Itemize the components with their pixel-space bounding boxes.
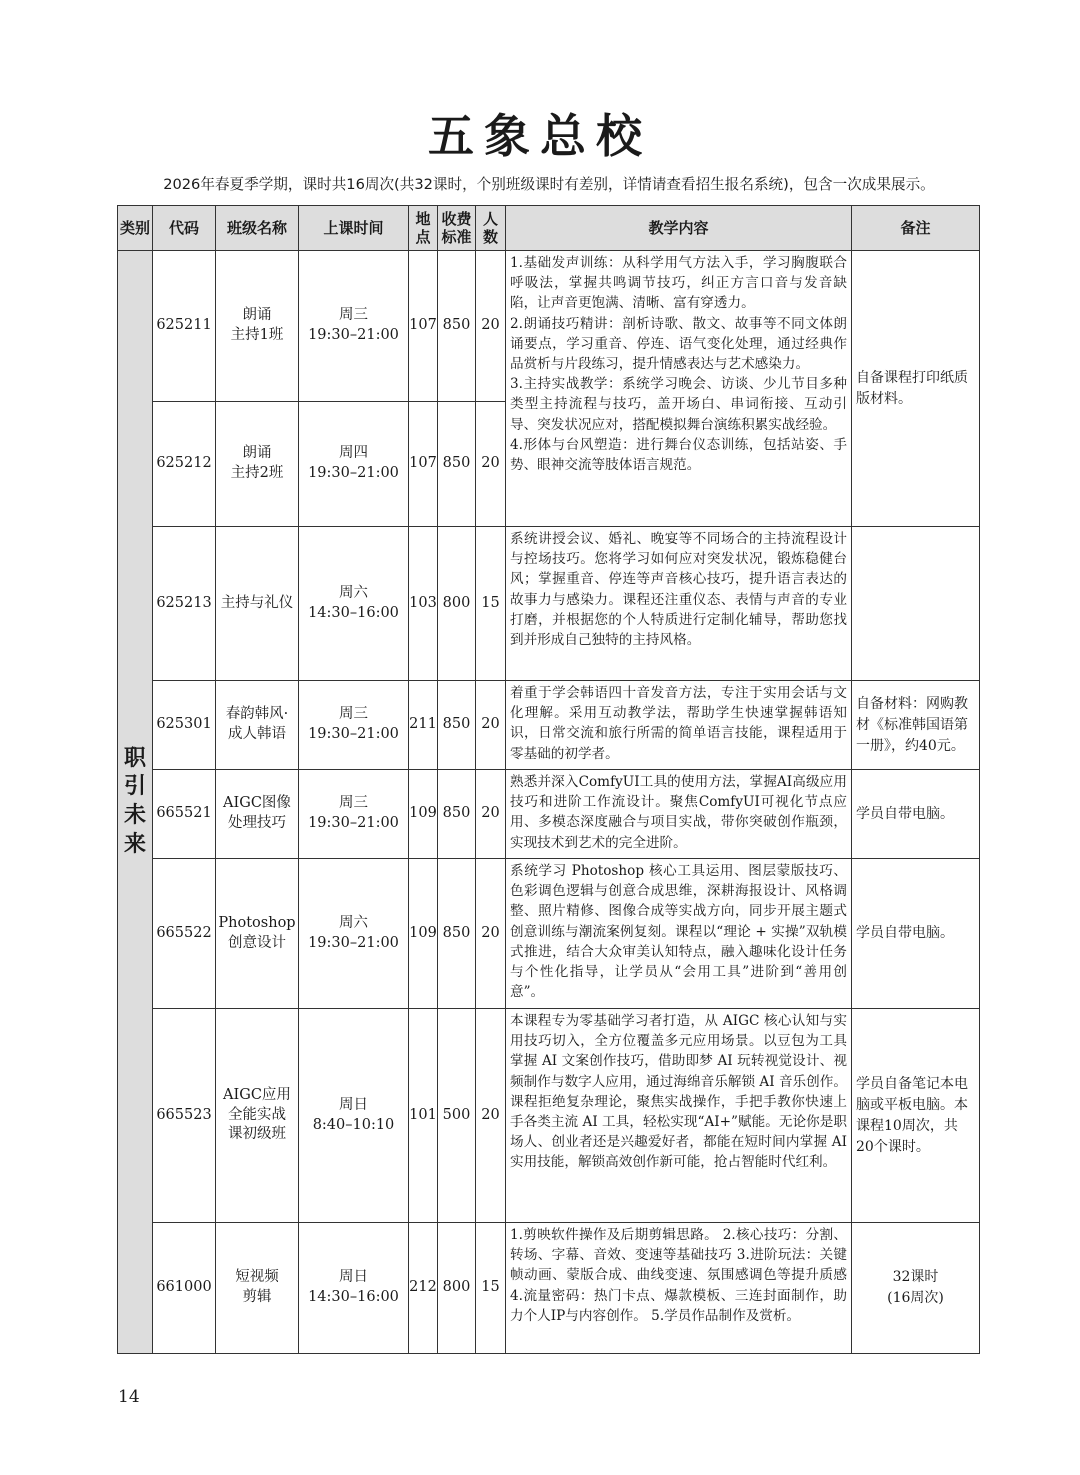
capacity: 20 bbox=[476, 859, 506, 1009]
category-char: 职 bbox=[123, 745, 146, 771]
header-time: 上课时间 bbox=[299, 206, 409, 251]
class-time bbox=[299, 251, 409, 402]
course-code: 665521 bbox=[153, 770, 216, 859]
location: 107 bbox=[409, 402, 438, 527]
header-category: 类别 bbox=[118, 206, 153, 251]
remarks: 自备课程打印纸质版材料。 bbox=[852, 251, 980, 527]
remarks: 学员自备笔记本电脑或平板电脑。本课程10周次，共20个课时。 bbox=[852, 1009, 980, 1223]
page-number: 14 bbox=[118, 1387, 140, 1407]
location: 212 bbox=[409, 1223, 438, 1354]
header-fee-line1: 收费 bbox=[441, 210, 472, 228]
table-row bbox=[118, 1223, 980, 1354]
class-hours: 19:30–21:00 bbox=[308, 465, 399, 481]
class-time bbox=[299, 1009, 409, 1223]
class-name-line1: AIGC图像 bbox=[223, 795, 291, 812]
fee: 850 bbox=[438, 770, 476, 859]
course-code: 625301 bbox=[153, 681, 216, 770]
content-paragraph: 3.主持实战教学：系统学习晚会、访谈、少儿节目多种类型主持流程与技巧，盖开场白、串词衔接、互动引导、突发状况应对，搭配模拟舞台演练积累实战经验。 bbox=[510, 376, 847, 433]
capacity: 15 bbox=[476, 1223, 506, 1354]
remarks: 自备材料：网购教材《标准韩国语第一册》，约40元。 bbox=[852, 681, 980, 770]
course-code: 625212 bbox=[153, 402, 216, 527]
teaching-content: 本课程专为零基础学习者打造，从 AIGC 核心认知与实用技巧切入，全方位覆盖多元应用场景。以豆包为工具掌握 AI 文案创作技巧，借助即梦 AI 玩转视觉设计、视频制作与数字人应用，通过海绵音乐解锁 AI 音乐创作。课程拒绝复杂理论，聚焦实战操作，手把手教你快速上手各类主流 AI 工具，轻松实现“AI+”赋能。无论你是职场人、创业者还是兴趣爱好者，都能在短时间内掌握 AI 实用技能，解锁高效创作新可能，抢占智能时代红利。 bbox=[506, 1009, 852, 1223]
class-time bbox=[299, 859, 409, 1009]
class-name-line1: Photoshop bbox=[218, 914, 296, 931]
header-fee bbox=[438, 206, 476, 251]
class-hours: 19:30–21:00 bbox=[308, 934, 399, 951]
class-name-line2: 处理技巧 bbox=[228, 815, 286, 831]
capacity: 20 bbox=[476, 770, 506, 859]
page-title: 五象总校 bbox=[428, 109, 652, 163]
fee: 850 bbox=[438, 681, 476, 770]
class-time bbox=[299, 1223, 409, 1354]
teaching-content: 熟悉并深入ComfyUI工具的使用方法，掌握AI高级应用技巧和进阶工作流设计。聚焦ComfyUI可视化节点应用、多模态深度融合与项目实战，带你突破创作瓶颈，实现技术到艺术的完全进阶。 bbox=[506, 770, 852, 859]
class-name-line2: 创意设计 bbox=[228, 934, 286, 951]
teaching-content: 1.剪映软件操作及后期剪辑思路。 2.核心技巧：分割、转场、字幕、音效、变速等基础技巧 3.进阶玩法：关键帧动画、蒙版合成、曲线变速、氛围感调色等提升质感 4.流量密码：热门卡点、爆款模板、三连封面制作，助力个人IP与内容创作。 5.学员作品制作及赏析。 bbox=[506, 1223, 852, 1354]
location: 103 bbox=[409, 527, 438, 681]
table-header-row bbox=[118, 206, 980, 251]
category-char: 来 bbox=[123, 831, 146, 857]
header-fee-line2: 标准 bbox=[441, 228, 472, 246]
semester-note: 2026年春夏季学期，课时共16周次(共32课时，个别班级课时有差别，详情请查看招生报名系统)，包含一次成果展示。 bbox=[163, 176, 935, 193]
remarks bbox=[852, 1223, 980, 1354]
location: 109 bbox=[409, 770, 438, 859]
class-day: 周三 bbox=[339, 795, 368, 812]
location: 101 bbox=[409, 1009, 438, 1223]
capacity: 20 bbox=[476, 1009, 506, 1223]
header-location-line1: 地 bbox=[415, 210, 431, 228]
header-code: 代码 bbox=[153, 206, 216, 251]
table-row bbox=[118, 681, 980, 770]
class-name-line2: 全能实战 bbox=[228, 1106, 286, 1123]
class-hours: 14:30–16:00 bbox=[308, 604, 399, 621]
class-day: 周四 bbox=[339, 445, 368, 462]
header-content: 教学内容 bbox=[506, 206, 852, 251]
capacity: 20 bbox=[476, 681, 506, 770]
location: 211 bbox=[409, 681, 438, 770]
class-name-line1: 春韵韩风· bbox=[225, 706, 289, 723]
remarks-line1: 32课时 bbox=[892, 1269, 939, 1285]
remarks: 学员自带电脑。 bbox=[852, 859, 980, 1009]
course-table bbox=[117, 205, 980, 1354]
class-day: 周日 bbox=[339, 1096, 368, 1113]
fee: 850 bbox=[438, 859, 476, 1009]
table-row bbox=[118, 770, 980, 859]
category-char: 未 bbox=[123, 803, 146, 828]
header-people bbox=[476, 206, 506, 251]
table-row bbox=[118, 251, 980, 402]
teaching-content: 系统讲授会议、婚礼、晚宴等不同场合的主持流程设计与控场技巧。您将学习如何应对突发状况，锻炼稳健台风；掌握重音、停连等声音核心技巧，提升语言表达的故事力与感染力。课程还注重仪态、表情与声音的专业打磨，并根据您的个人特质进行定制化辅导，帮助您找到并形成自己独特的主持风格。 bbox=[506, 527, 852, 681]
teaching-content: 系统学习 Photoshop 核心工具运用、图层蒙版技巧、色彩调色逻辑与创意合成思维，深耕海报设计、风格调整、照片精修、图像合成等实战方向，同步开展主题式创意训练与潮流案例复刻。课程以“理论 + 实操”双轨模式推进，结合大众审美认知特点，融入趣味化设计任务与个性化指导，让学员从“会用工具”进阶到“善用创意”。 bbox=[506, 859, 852, 1009]
course-code: 665523 bbox=[153, 1009, 216, 1223]
class-name bbox=[216, 859, 299, 1009]
remarks: 学员自带电脑。 bbox=[852, 770, 980, 859]
class-time bbox=[299, 527, 409, 681]
class-hours: 19:30–21:00 bbox=[308, 327, 399, 343]
class-name-line2: 主持2班 bbox=[230, 465, 284, 481]
teaching-content: 着重于学会韩语四十音发音方法，专注于实用会话与文化理解。采用互动教学法，帮助学生快速掌握韩语知识，日常交流和旅行所需的简单语言技能，课程适用于零基础的初学者。 bbox=[506, 681, 852, 770]
class-name-line1: 朗诵 bbox=[242, 307, 272, 324]
teaching-content bbox=[506, 251, 852, 527]
class-name bbox=[216, 681, 299, 770]
location: 107 bbox=[409, 251, 438, 402]
class-name bbox=[216, 770, 299, 859]
content-paragraph: 2.朗诵技巧精讲：剖析诗歌、散文、故事等不同文体朗诵要点，学习重音、停连、语气变化处理，通过经典作品赏析与片段练习，提升情感表达与艺术感染力。 bbox=[510, 315, 847, 373]
class-name-line2: 剪辑 bbox=[242, 1289, 272, 1305]
header-location-line2: 点 bbox=[415, 228, 431, 246]
location: 109 bbox=[409, 859, 438, 1009]
capacity: 20 bbox=[476, 402, 506, 527]
category-cell bbox=[118, 251, 153, 1354]
class-name-line1: 短视频 bbox=[235, 1269, 279, 1286]
class-name-line2: 主持1班 bbox=[230, 327, 284, 343]
header-people-line2: 数 bbox=[482, 228, 498, 246]
class-time bbox=[299, 402, 409, 527]
course-code: 625211 bbox=[153, 251, 216, 402]
class-name-line3: 课初级班 bbox=[228, 1126, 286, 1143]
class-name-line1: 朗诵 bbox=[242, 445, 272, 462]
class-name bbox=[216, 251, 299, 402]
fee: 850 bbox=[438, 251, 476, 402]
fee: 500 bbox=[438, 1009, 476, 1223]
class-hours: 8:40–10:10 bbox=[312, 1116, 395, 1133]
table-row bbox=[118, 859, 980, 1009]
fee: 850 bbox=[438, 402, 476, 527]
class-hours: 19:30–21:00 bbox=[308, 726, 399, 742]
table-row bbox=[118, 1009, 980, 1223]
class-time bbox=[299, 770, 409, 859]
header-class-name: 班级名称 bbox=[216, 206, 299, 251]
content-paragraph: 4.形体与台风塑造：进行舞台仪态训练，包括站姿、手势、眼神交流等肢体语言规范。 bbox=[510, 436, 847, 474]
class-day: 周三 bbox=[339, 706, 368, 723]
class-name bbox=[216, 402, 299, 527]
fee: 800 bbox=[438, 527, 476, 681]
class-name bbox=[216, 1223, 299, 1354]
class-hours: 19:30–21:00 bbox=[308, 815, 399, 831]
header-remarks: 备注 bbox=[852, 206, 980, 251]
class-time bbox=[299, 681, 409, 770]
class-name: 主持与礼仪 bbox=[216, 527, 299, 681]
capacity: 15 bbox=[476, 527, 506, 681]
header-location bbox=[409, 206, 438, 251]
course-code: 665522 bbox=[153, 859, 216, 1009]
course-code: 661000 bbox=[153, 1223, 216, 1354]
course-code: 625213 bbox=[153, 527, 216, 681]
class-name-line2: 成人韩语 bbox=[228, 726, 286, 742]
class-day: 周六 bbox=[339, 584, 368, 601]
class-name-line1: AIGC应用 bbox=[223, 1087, 291, 1104]
table-row bbox=[118, 527, 980, 681]
category-char: 引 bbox=[123, 774, 146, 800]
content-paragraph: 1.基础发声训练：从科学用气方法入手，学习胸腹联合呼吸法，掌握共鸣调节技巧，纠正方言口音与发音缺陷，让声音更饱满、清晰、富有穿透力。 bbox=[510, 255, 847, 312]
remarks bbox=[852, 527, 980, 681]
class-name bbox=[216, 1009, 299, 1223]
remarks-line2: (16周次) bbox=[887, 1290, 944, 1306]
header-people-line1: 人 bbox=[482, 210, 498, 228]
capacity: 20 bbox=[476, 251, 506, 402]
class-hours: 14:30–16:00 bbox=[308, 1289, 399, 1305]
class-day: 周六 bbox=[339, 914, 368, 931]
fee: 800 bbox=[438, 1223, 476, 1354]
class-day: 周三 bbox=[339, 307, 368, 324]
class-day: 周日 bbox=[339, 1269, 368, 1286]
